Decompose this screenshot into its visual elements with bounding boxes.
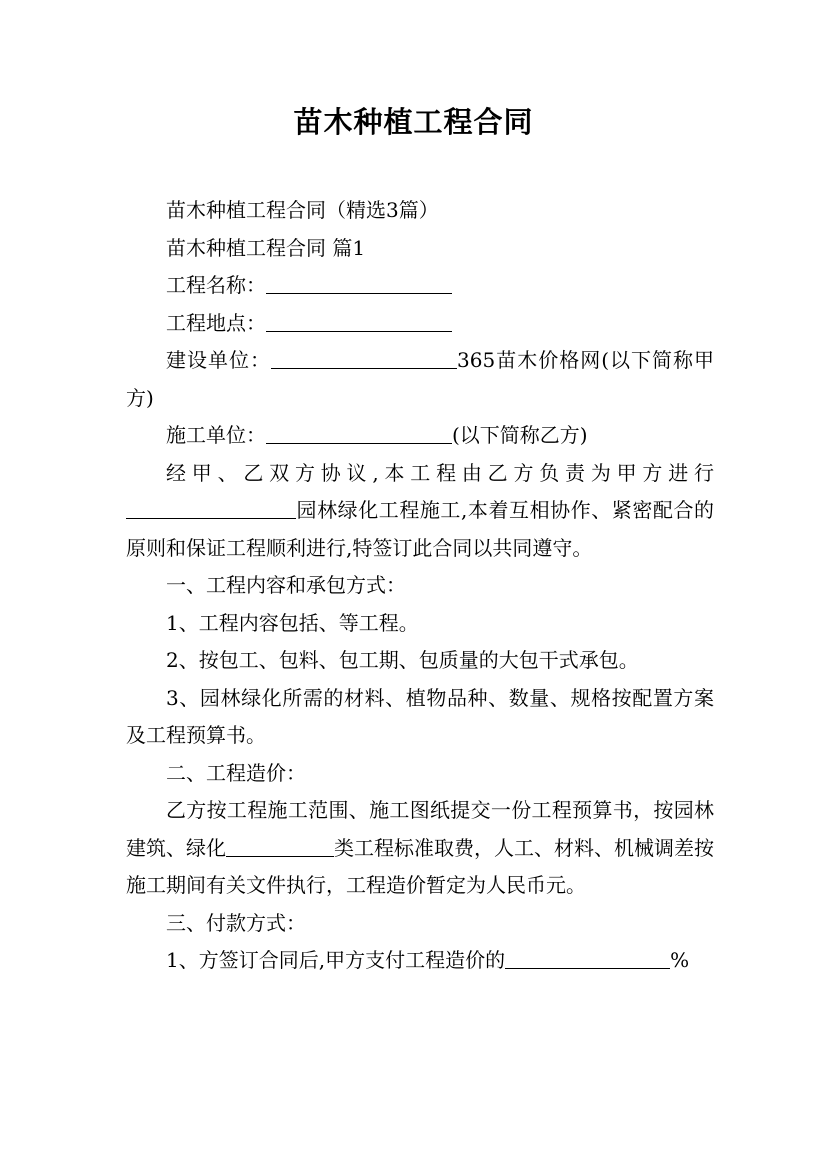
document-body bbox=[126, 192, 714, 980]
document-subtitle: 苗木种植工程合同（精选3篇） bbox=[166, 198, 439, 222]
contractor-line bbox=[126, 417, 714, 455]
owner-blank bbox=[271, 348, 457, 369]
section2-heading: 二、工程造价： bbox=[166, 760, 306, 785]
contractor-suffix: (以下简称乙方) bbox=[452, 423, 588, 447]
owner-suffix: 365苗木价格网(以下简称甲方) bbox=[126, 348, 715, 410]
project-location-line bbox=[126, 305, 714, 343]
section2-part2: 类工程标准取费，人工、材料、机械调差按施工期间有关文件执行，工程造价暂定为人民币元。 bbox=[126, 835, 714, 897]
section2-part1: 乙方按工程施工范围、施工图纸提交一份工程预算书，按园林建筑、绿化 bbox=[126, 798, 714, 860]
section3-item1-part2: % bbox=[670, 948, 690, 972]
intro-blank bbox=[126, 498, 296, 519]
owner-label: 建设单位： bbox=[166, 348, 272, 372]
contractor-blank bbox=[266, 423, 452, 444]
section-heading: 苗木种植工程合同 篇1 bbox=[166, 235, 366, 260]
section1-heading: 一、工程内容和承包方式： bbox=[166, 573, 406, 597]
section3-item1-part1: 1、方签订合同后,甲方支付工程造价的 bbox=[166, 948, 506, 972]
document-title: 苗木种植工程合同 bbox=[293, 105, 534, 139]
section2-paragraph bbox=[126, 792, 714, 905]
intro-part2: 园林绿化工程施工,本着互相协作、紧密配合的原则和保证工程顺利进行,特签订此合同以共同遵守。 bbox=[126, 498, 714, 560]
section2-blank bbox=[226, 836, 334, 857]
intro-part1: 经甲、乙双方协议,本工程由乙方负责为甲方进行 bbox=[166, 460, 714, 485]
section1-item2: 2、按包工、包料、包工期、包质量的大包干式承包。 bbox=[166, 648, 639, 672]
project-name-blank bbox=[266, 273, 452, 294]
section3-item1-blank bbox=[505, 948, 670, 969]
project-name-label: 工程名称： bbox=[166, 273, 266, 297]
section1-item3: 3、园林绿化所需的材料、植物品种、数量、规格按配置方案及工程预算书。 bbox=[126, 685, 714, 747]
section3-heading: 三、付款方式： bbox=[166, 910, 306, 935]
section3-item1 bbox=[126, 942, 714, 980]
owner-line bbox=[126, 342, 714, 417]
intro-paragraph bbox=[126, 455, 714, 568]
contractor-label: 施工单位： bbox=[166, 423, 266, 447]
section1-item1: 1、工程内容包括、等工程。 bbox=[166, 610, 419, 635]
project-location-label: 工程地点： bbox=[166, 310, 266, 335]
project-location-blank bbox=[266, 311, 452, 332]
project-name-line bbox=[126, 267, 714, 305]
